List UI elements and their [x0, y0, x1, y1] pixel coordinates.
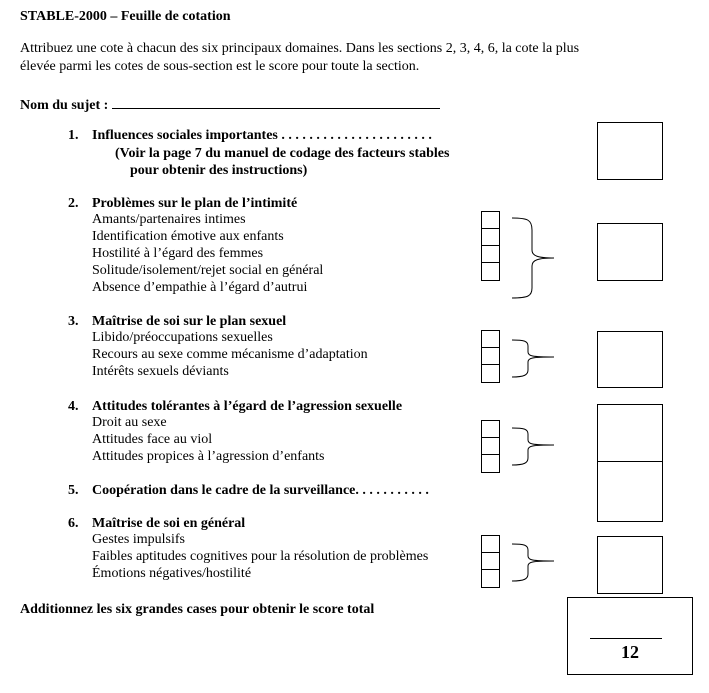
subject-name-row	[20, 94, 440, 114]
section-6-number: 6.	[68, 516, 79, 531]
section-2-item: Hostilité à l’égard des femmes	[92, 246, 264, 261]
section-3-subscore-boxes	[481, 330, 500, 383]
section-2-item: Solitude/isolement/rejet social en général	[92, 263, 324, 278]
instructions-line-2: élevée parmi les cotes de sous-section est le score pour toute la section.	[20, 59, 420, 74]
section-6-subscore-boxes	[481, 535, 500, 588]
section-6-item: Gestes impulsifs	[92, 532, 185, 547]
total-label: Additionnez les six grandes cases pour obtenir le score total	[20, 602, 375, 617]
section-2-title: Problèmes sur le plan de l’intimité	[92, 196, 298, 211]
section-6-item: Émotions négatives/hostilité	[92, 566, 252, 581]
total-score-line	[590, 638, 662, 639]
subscore-cell[interactable]	[482, 212, 499, 229]
section-6-brace	[510, 542, 560, 586]
section-4-item: Attitudes face au viol	[92, 432, 213, 447]
subject-name-label: Nom du sujet :	[20, 98, 112, 113]
subscore-cell[interactable]	[482, 348, 499, 365]
subscore-cell[interactable]	[482, 536, 499, 553]
section-1-note-line-2: pour obtenir des instructions)	[130, 163, 308, 178]
subscore-cell[interactable]	[482, 331, 499, 348]
section-4-item: Droit au sexe	[92, 415, 167, 430]
form-title: STABLE-2000 – Feuille de cotation	[20, 9, 231, 24]
subscore-cell[interactable]	[482, 570, 499, 587]
section-1-number: 1.	[68, 128, 79, 143]
section-4-title: Attitudes tolérantes à l’égard de l’agression sexuelle	[92, 399, 403, 414]
section-4-brace	[510, 426, 560, 470]
section-3-number: 3.	[68, 314, 79, 329]
section-2-score-box[interactable]	[597, 223, 663, 281]
section-1-note-line-1: (Voir la page 7 du manuel de codage des facteurs stables	[115, 146, 450, 161]
subscore-cell[interactable]	[482, 421, 499, 438]
section-3-brace	[510, 338, 560, 382]
section-2-number: 2.	[68, 196, 79, 211]
section-3-item: Libido/préoccupations sexuelles	[92, 330, 273, 345]
section-2-subscore-boxes	[481, 211, 500, 281]
subscore-cell[interactable]	[482, 263, 499, 280]
subscore-cell[interactable]	[482, 553, 499, 570]
section-3-score-box[interactable]	[597, 331, 663, 388]
subscore-cell[interactable]	[482, 246, 499, 263]
total-score-box[interactable]	[567, 597, 693, 675]
section-3-item: Recours au sexe comme mécanisme d’adaptation	[92, 347, 368, 362]
subscore-cell[interactable]	[482, 229, 499, 246]
section-5-number: 5.	[68, 483, 79, 498]
section-4-subscore-boxes	[481, 420, 500, 473]
subscore-cell[interactable]	[482, 365, 499, 382]
section-1-score-box[interactable]	[597, 122, 663, 180]
section-3-title: Maîtrise de soi sur le plan sexuel	[92, 314, 287, 329]
section-2-item: Identification émotive aux enfants	[92, 229, 284, 244]
total-score-value: 12	[621, 642, 639, 662]
section-3-item: Intérêts sexuels déviants	[92, 364, 229, 379]
subject-name-field[interactable]	[112, 94, 440, 109]
section-1-title: Influences sociales importantes . . . . . . . . . . . . . . . . . . . . . .	[92, 128, 432, 143]
subscore-cell[interactable]	[482, 455, 499, 472]
section-5-title: Coopération dans le cadre de la surveillance. . . . . . . . . . .	[92, 483, 429, 498]
section-6-title: Maîtrise de soi en général	[92, 516, 246, 531]
section-6-score-box[interactable]	[597, 536, 663, 594]
section-5-score-box[interactable]	[597, 461, 663, 522]
section-4-number: 4.	[68, 399, 79, 414]
section-4-item: Attitudes propices à l’agression d’enfants	[92, 449, 325, 464]
section-6-item: Faibles aptitudes cognitives pour la résolution de problèmes	[92, 549, 429, 564]
instructions-line-1: Attribuez une cote à chacun des six principaux domaines. Dans les sections 2, 3, 4, 6, la cote la plus	[20, 41, 580, 56]
section-2-brace	[510, 216, 560, 300]
subscore-cell[interactable]	[482, 438, 499, 455]
section-2-item: Amants/partenaires intimes	[92, 212, 246, 227]
section-2-item: Absence d’empathie à l’égard d’autrui	[92, 280, 308, 295]
section-4-score-box[interactable]	[597, 404, 663, 462]
